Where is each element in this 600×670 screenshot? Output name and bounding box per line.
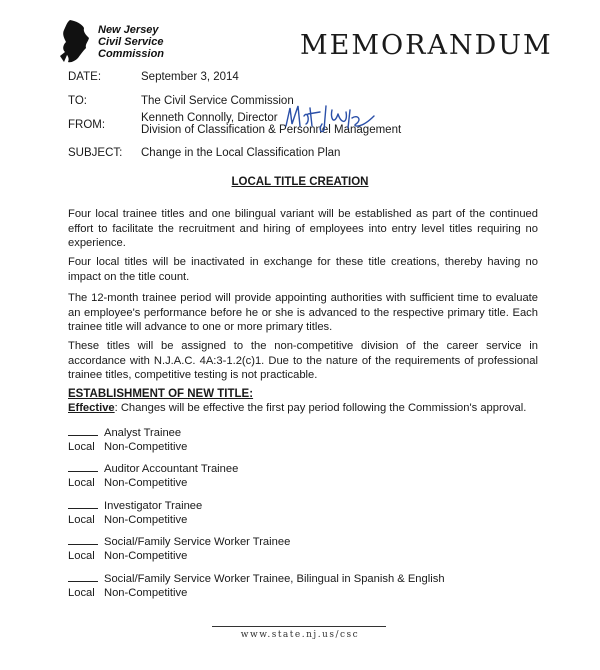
title-blank — [68, 572, 98, 582]
title-division: Non-Competitive — [104, 441, 188, 453]
title-classification — [68, 513, 202, 527]
title-name: Investigator Trainee — [104, 500, 203, 512]
title-blank — [68, 426, 98, 436]
establishment-heading: ESTABLISHMENT OF NEW TITLE: — [68, 388, 254, 400]
title-line — [68, 535, 290, 549]
title-division: Non-Competitive — [104, 587, 188, 599]
title-entry — [68, 572, 445, 600]
title-entry — [68, 426, 187, 454]
to-label: TO: — [68, 95, 87, 107]
agency-name-line2: Civil Service — [98, 36, 164, 48]
title-name: Analyst Trainee — [104, 427, 182, 439]
agency-name-line3: Commission — [98, 48, 165, 60]
from-label: FROM: — [68, 119, 106, 131]
subject-label: SUBJECT: — [68, 147, 123, 159]
subject-value: Change in the Local Classification Plan — [141, 147, 341, 159]
title-line — [68, 462, 238, 476]
paragraph-1: Four local trainee titles and one bilingual variant will be established as part of the continued effort to facilitate the recruitment and hiring of employees into entry level titles requiring no experience. — [68, 208, 538, 250]
title-division: Non-Competitive — [104, 477, 188, 489]
title-jurisdiction: Local — [68, 550, 95, 562]
effective-text: : Changes will be effective the first pay period following the Commission's approval. — [114, 402, 527, 414]
title-entry — [68, 535, 290, 563]
title-blank — [68, 462, 98, 472]
title-classification — [68, 476, 238, 490]
handwritten-signature — [282, 100, 392, 134]
title-line — [68, 426, 187, 440]
title-classification — [68, 549, 290, 563]
from-name: Kenneth Connolly, Director — [141, 112, 278, 124]
nj-state-silhouette-icon — [56, 18, 96, 64]
footer-url[interactable]: www.state.nj.us/csc — [240, 630, 360, 640]
paragraph-4: These titles will be assigned to the non-competitive division of the career service in accordance with N.J.A.C. 4A:3-1.2(c)1. Due to the nature of the requirements of professional trainee titles, competitive testing is not practicable. — [68, 340, 538, 382]
agency-name — [98, 24, 164, 60]
title-entry — [68, 499, 202, 527]
title-jurisdiction: Local — [68, 477, 95, 489]
title-name: Social/Family Service Worker Trainee, Bilingual in Spanish & English — [104, 573, 445, 585]
title-blank — [68, 499, 98, 509]
effective-statement — [68, 402, 526, 414]
title-classification — [68, 440, 187, 454]
title-division: Non-Competitive — [104, 550, 188, 562]
section-heading: LOCAL TITLE CREATION — [231, 176, 369, 188]
paragraph-2: Four local titles will be inactivated in exchange for these title creations, thereby having no impact on the title count. — [68, 256, 538, 283]
title-classification — [68, 586, 445, 600]
to-value: The Civil Service Commission — [141, 95, 294, 107]
footer-divider — [212, 626, 386, 627]
title-line — [68, 499, 202, 513]
effective-label: Effective — [68, 402, 115, 414]
title-division: Non-Competitive — [104, 514, 188, 526]
title-jurisdiction: Local — [68, 441, 95, 453]
date-value: September 3, 2014 — [141, 71, 239, 83]
title-entry — [68, 462, 238, 490]
title-jurisdiction: Local — [68, 587, 95, 599]
from-division: Division of Classification & Personnel Management — [141, 124, 402, 136]
title-blank — [68, 535, 98, 545]
agency-logo — [56, 18, 186, 64]
title-name: Auditor Accountant Trainee — [104, 463, 239, 475]
paragraph-3: The 12-month trainee period will provide appointing authorities with sufficient time to evaluate an employee's performance before he or she is advanced to the respective primary title. Each trainee title will advance to one or more primary titles. — [68, 292, 538, 334]
title-line — [68, 572, 445, 586]
document-type-title: MEMORANDUM — [300, 30, 553, 61]
title-jurisdiction: Local — [68, 514, 95, 526]
agency-name-line1: New Jersey — [98, 24, 159, 36]
title-name: Social/Family Service Worker Trainee — [104, 536, 291, 548]
date-label: DATE: — [68, 71, 102, 83]
